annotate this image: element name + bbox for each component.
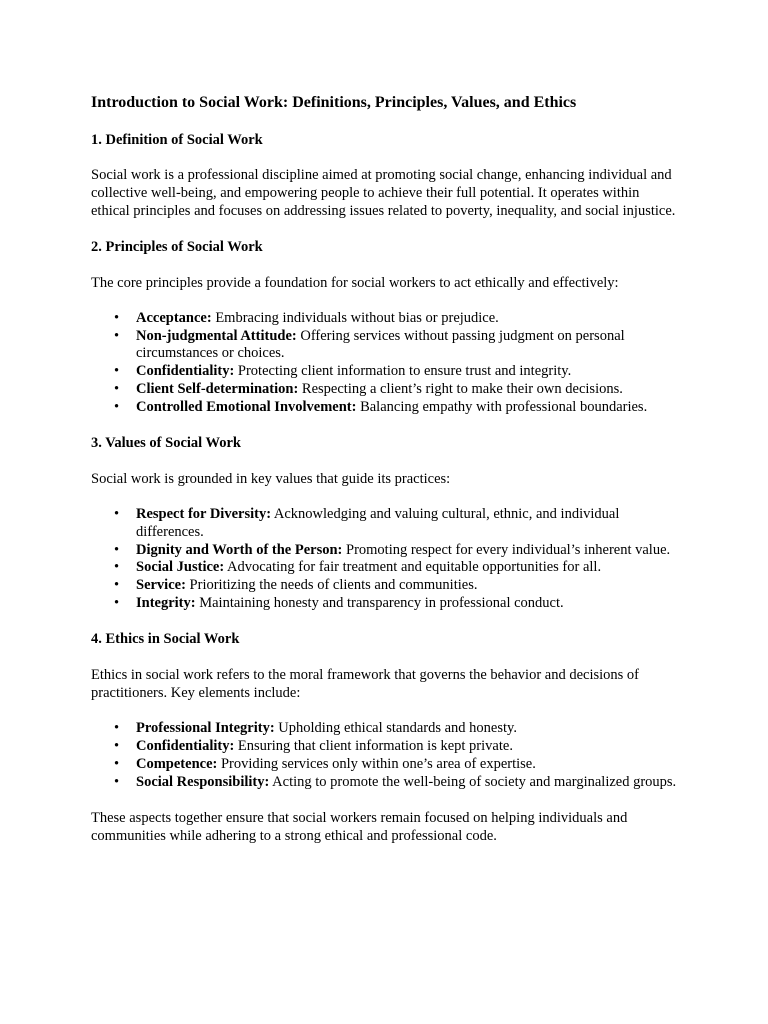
section-heading-definition: 1. Definition of Social Work: [91, 132, 263, 148]
bullet-term: Controlled Emotional Involvement:: [136, 398, 357, 415]
bullet-text: Protecting client information to ensure trust and integrity.: [234, 363, 572, 380]
bullet-icon: •: [114, 577, 120, 594]
section-heading-principles: 2. Principles of Social Work: [91, 239, 263, 255]
bullet-term: Integrity:: [136, 594, 196, 611]
values-list: [91, 506, 681, 612]
bullet-icon: •: [114, 310, 120, 326]
ethics-intro: Ethics in social work refers to the moral framework that governs the behavior and decisions of practitioners. Key elements include:: [91, 667, 640, 702]
ethics-list: [91, 720, 681, 791]
bullet-text: Upholding ethical standards and honesty.: [274, 720, 517, 737]
list-item: [91, 595, 681, 613]
bullet-icon: •: [114, 738, 120, 755]
section-heading-values: 3. Values of Social Work: [91, 435, 241, 452]
definition-paragraph: Social work is a professional discipline aimed at promoting social change, enhancing individual and collective well-being, and empowering people to achieve their full potential. It operates within ethical principles and focuses on addressing issues related to poverty, inequality, and social injustice.: [91, 167, 676, 219]
bullet-term: Client Self-determination:: [136, 380, 299, 397]
bullet-term: Respect for Diversity:: [136, 506, 272, 523]
bullet-term: Competence:: [136, 755, 218, 772]
values-intro: Social work is grounded in key values that guide its practices:: [91, 471, 451, 488]
bullet-text: Respecting a client’s right to make their own decisions.: [298, 380, 623, 397]
list-item: [91, 720, 681, 738]
bullet-text: Maintaining honesty and transparency in professional conduct.: [195, 594, 564, 611]
list-item: [91, 381, 681, 399]
bullet-icon: •: [114, 398, 120, 415]
list-item: [91, 577, 681, 595]
bullet-icon: •: [114, 380, 120, 397]
conclusion-paragraph: These aspects together ensure that social workers remain focused on helping individuals and communities while adhering to a strong ethical and professional code.: [91, 810, 628, 845]
list-item: [91, 399, 681, 417]
list-item: [91, 559, 681, 577]
list-item: [91, 774, 681, 792]
bullet-text: Advocating for fair treatment and equitable opportunities for all.: [224, 559, 602, 576]
bullet-icon: •: [114, 773, 120, 790]
bullet-text: Promoting respect for every individual’s inherent value.: [342, 541, 671, 558]
bullet-term: Non-judgmental Attitude:: [136, 327, 297, 344]
bullet-term: Confidentiality:: [136, 738, 235, 755]
document-body: [91, 92, 681, 845]
bullet-term: Professional Integrity:: [136, 720, 275, 737]
list-item: [91, 328, 681, 363]
list-item: [91, 506, 681, 541]
document-title: Introduction to Social Work: Definitions, Principles, Values, and Ethics: [91, 94, 577, 111]
bullet-term: Social Responsibility:: [136, 773, 270, 790]
list-item: [91, 542, 681, 560]
bullet-text: Balancing empathy with professional boundaries.: [356, 398, 648, 415]
principles-list: [91, 310, 681, 416]
list-item: [91, 756, 681, 774]
bullet-icon: •: [114, 755, 120, 772]
bullet-text: Providing services only within one’s area of expertise.: [217, 755, 536, 772]
bullet-term: Acceptance:: [136, 310, 212, 326]
bullet-term: Confidentiality:: [136, 363, 235, 380]
bullet-text: Ensuring that client information is kept private.: [234, 738, 513, 755]
bullet-text: Acknowledging and valuing cultural, ethnic, and individual differences.: [136, 506, 620, 540]
list-item: [91, 738, 681, 756]
bullet-term: Social Justice:: [136, 559, 225, 576]
bullet-term: Dignity and Worth of the Person:: [136, 541, 343, 558]
bullet-text: Acting to promote the well-being of society and marginalized groups.: [269, 773, 677, 790]
bullet-icon: •: [114, 541, 120, 558]
bullet-text: Prioritizing the needs of clients and communities.: [185, 577, 478, 594]
bullet-text: Offering services without passing judgment on personal circumstances or choices.: [136, 327, 625, 362]
bullet-icon: •: [114, 720, 120, 737]
bullet-term: Service:: [136, 577, 186, 594]
bullet-icon: •: [114, 506, 120, 523]
bullet-icon: •: [114, 327, 120, 344]
list-item: [91, 363, 681, 381]
list-item: [91, 310, 681, 328]
bullet-icon: •: [114, 594, 120, 611]
bullet-text: Embracing individuals without bias or prejudice.: [211, 310, 499, 326]
principles-intro: The core principles provide a foundation for social workers to act ethically and effectively:: [91, 275, 619, 291]
bullet-icon: •: [114, 559, 120, 576]
section-heading-ethics: 4. Ethics in Social Work: [91, 631, 240, 648]
bullet-icon: •: [114, 363, 120, 380]
